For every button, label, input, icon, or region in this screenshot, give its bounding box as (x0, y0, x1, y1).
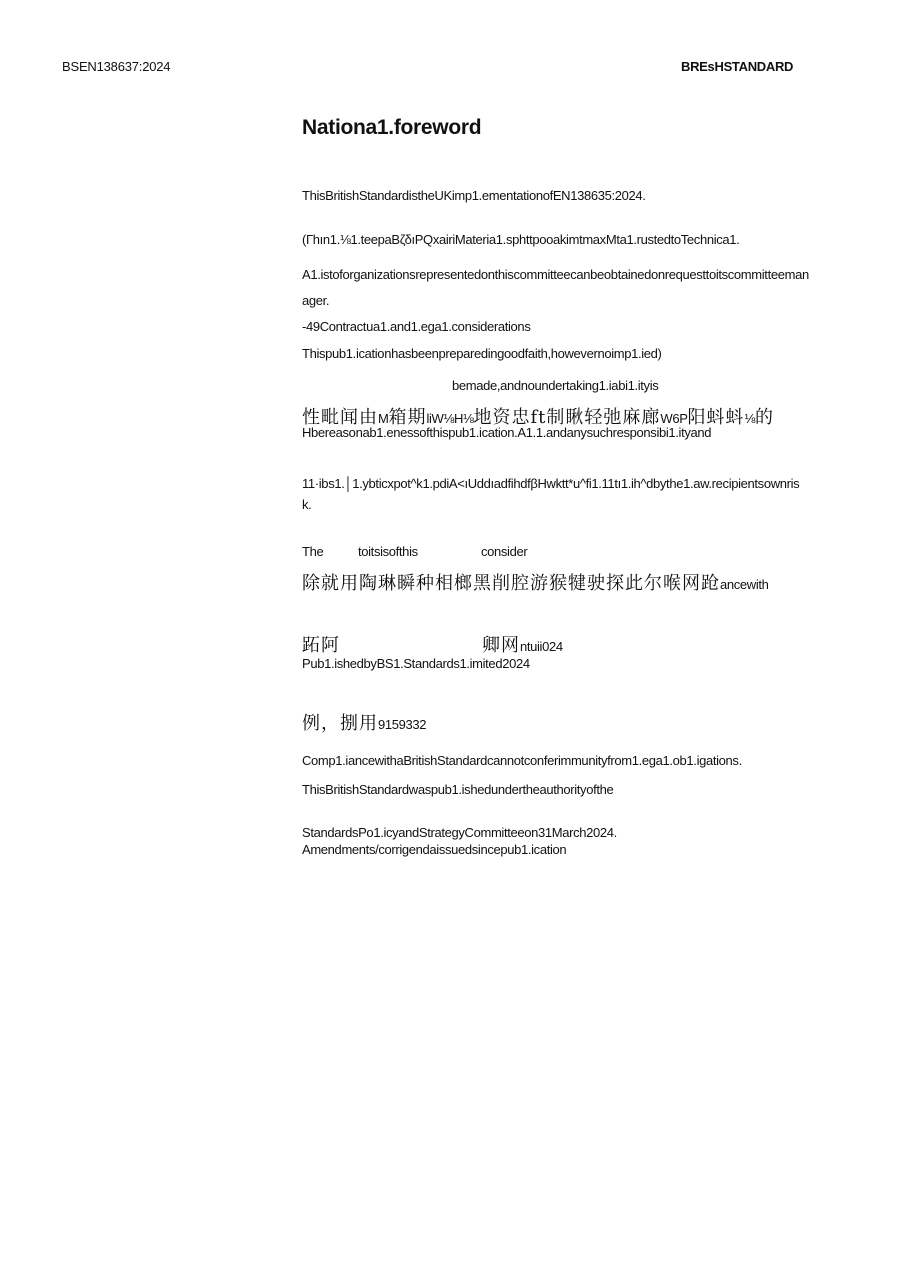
cjk-fragment: 例，捌用 (302, 713, 378, 734)
body-line-the: The (302, 544, 324, 559)
section-heading-contractual: -49Contractua1.and1.ega1.considerations (302, 319, 531, 334)
body-line-toitsisofthis: toitsisofthis (358, 544, 418, 559)
body-line-undertaking: bemade,andnoundertaking1.iabi1.ityis (452, 378, 659, 393)
body-line-organizations: A1.istoforganizationsrepresentedonthiscommitteecanbeobtainedonrequesttoitscommitteeman (302, 267, 809, 282)
brand-label: BREsHSTANDARD (681, 59, 794, 74)
body-line-authority: ThisBritishStandardwaspub1.ishedundertheauthorityofthe (302, 782, 614, 797)
body-line-recipients-risk-cont: k. (302, 497, 312, 512)
document-number: BSEN138637:2024 (62, 59, 171, 74)
body-line-technical-committee: (Γhın1.⅛1.teepaBζδıPQxairiMateria1.sphttpooakimtmaxMta1.rustedtoTechnica1. (302, 232, 740, 247)
body-line-amendments: Amendments/corrigendaissuedsincepub1.ication (302, 842, 567, 857)
latin-fragment: liW⅛H⅛ (426, 411, 474, 426)
latin-fragment: ft (530, 407, 547, 428)
latin-fragment: ntuii024 (520, 639, 563, 654)
body-line-recipients-risk: 11·ibs1.│1.ybticxpot^k1.pdiA<ıUddıadfihdfβHwktt*u^fi1.11tı1.ih^dbythe1.aw.recipientsownris (302, 476, 800, 491)
cjk-fragment: 阳蚪蚪 (687, 407, 745, 428)
cjk-fragment: 制瞅轻弛麻廊 (546, 407, 661, 428)
latin-fragment: 9159332 (378, 717, 427, 732)
cjk-fragment: 卿网 (482, 635, 520, 656)
latin-fragment: ancewith (720, 577, 769, 592)
body-line-reasonableness: Hbereasonab1.enessofthispub1.ication.A1.1.andanysuchresponsibi1.ityand (302, 425, 712, 440)
publisher-line: Pub1.ishedbyBS1.Standards1.imited2024 (302, 656, 530, 671)
garbled-cjk-fragment-a: 跖阿 (302, 635, 340, 656)
body-line-consider: consider (481, 544, 528, 559)
cjk-fragment: 除就用陶琳瞬种相榔黑削腔游猴犍驶探此尔喉网跄 (302, 573, 720, 594)
cjk-fragment: 的 (755, 407, 775, 428)
garbled-cjk-line-2 (302, 569, 769, 595)
cjk-fragment: 箱期 (388, 407, 427, 428)
garbled-cjk-line-3 (482, 631, 563, 657)
body-line-compliance: Comp1.iancewithaBritishStandardcannotconferimmunityfrom1.ega1.ob1.igations. (302, 753, 742, 768)
garbled-cjk-isbn-line (302, 709, 426, 735)
page-title: Nationa1.foreword (302, 116, 482, 139)
latin-fragment: ⅛ (744, 411, 756, 426)
cjk-fragment: 地资忠 (473, 407, 531, 428)
body-line-organizations-cont: ager. (302, 293, 330, 308)
body-line-good-faith: Thispub1.icationhasbeenpreparedingoodfaith,howevernoimp1.ied) (302, 346, 662, 361)
body-line-committee-date: StandardsPo1.icyandStrategyCommitteeon31March2024. (302, 825, 617, 840)
cjk-fragment: 性毗闻由 (302, 407, 378, 428)
latin-fragment: W6P (660, 411, 688, 426)
body-line-implementation: ThisBritishStandardistheUKimp1.ementationofEN138635:2024. (302, 188, 646, 203)
latin-fragment: M (378, 411, 389, 426)
